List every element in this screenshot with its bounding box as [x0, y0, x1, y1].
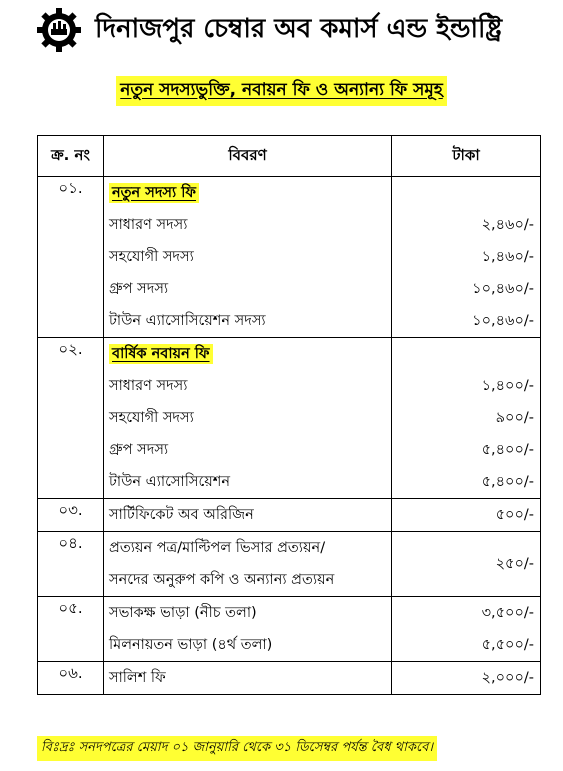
item-description: সভাকক্ষ ভাড়া (নীচ তলা) — [109, 605, 257, 621]
table-row — [38, 662, 541, 695]
item-description: টাউন এ্যাসোসিয়েশন সদস্য — [109, 313, 266, 329]
serial-number: ০৪. — [38, 532, 104, 597]
serial-number: ০১. — [38, 177, 104, 338]
item-description: সহযোগী সদস্য — [109, 249, 194, 265]
table-row — [38, 597, 541, 662]
item-amount: ৯০০/- — [495, 410, 534, 426]
item-description: সনদের অনুরুপ কপি ও অন্যান্য প্রত্যয়ন — [109, 572, 335, 588]
item-amount: ২৫০/- — [495, 556, 534, 572]
description-cell — [104, 532, 392, 597]
amount-cell — [392, 597, 541, 662]
item-amount: ২,০০০/- — [481, 670, 534, 686]
item-amount: ৫০০/- — [495, 507, 534, 523]
item-description: সহযোগী সদস্য — [109, 410, 194, 426]
serial-number: ০২. — [38, 338, 104, 499]
table-row — [38, 338, 541, 499]
table-row — [38, 532, 541, 597]
item-amount: ৫,৫০০/- — [481, 637, 534, 653]
item-amount: ২,৪৬০/- — [481, 217, 534, 233]
amount-cell — [392, 499, 541, 532]
item-amount: ১০,৪৬০/- — [472, 313, 534, 329]
description-cell — [104, 177, 392, 338]
serial-number: ০৬. — [38, 662, 104, 695]
item-amount: ১,৪০০/- — [481, 378, 534, 394]
item-amount: ১,৪৬০/- — [481, 249, 534, 265]
description-cell — [104, 499, 392, 532]
item-description: গ্রুপ সদস্য — [109, 442, 169, 458]
organization-name: দিনাজপুর চেম্বার অব কমার্স এন্ড ইন্ডাষ্ট্রি — [95, 14, 503, 44]
serial-number: ০৩. — [38, 499, 104, 532]
section-heading: বার্ষিক নবায়ন ফি — [109, 344, 213, 364]
fee-table — [37, 135, 541, 695]
item-description: গ্রুপ সদস্য — [109, 281, 169, 297]
header — [35, 6, 502, 54]
item-description: সাধারণ সদস্য — [109, 378, 188, 394]
description-cell — [104, 338, 392, 499]
item-amount: ৩,৫০০/- — [481, 605, 534, 621]
amount-cell — [392, 662, 541, 695]
item-amount: ৫,৪০০/- — [481, 474, 534, 490]
section-heading: নতুন সদস্য ফি — [109, 183, 199, 203]
item-description: সার্টিফিকেট অব অরিজিন — [109, 507, 254, 523]
amount-cell — [392, 532, 541, 597]
description-cell — [104, 662, 392, 695]
item-description: সালিশ ফি — [109, 670, 166, 686]
item-description: টাউন এ্যাসোসিয়েশন — [109, 474, 231, 490]
item-description: মিলনায়তন ভাড়া (৪র্থ তলা) — [109, 637, 273, 653]
amount-cell — [392, 177, 541, 338]
item-description: সাধারণ সদস্য — [109, 217, 188, 233]
table-header-row — [38, 136, 541, 177]
header-amount: টাকা — [392, 136, 541, 177]
item-description: প্রত্যয়ন পত্র/মাল্টিপল ভিসার প্রত্যয়ন/ — [109, 540, 326, 556]
cogwheel-emblem-icon — [35, 6, 83, 54]
header-description: বিবরণ — [104, 136, 392, 177]
table-row — [38, 177, 541, 338]
amount-cell — [392, 338, 541, 499]
item-amount: ১০,৪৬০/- — [472, 281, 534, 297]
header-serial: ক্র. নং — [38, 136, 104, 177]
description-cell — [104, 597, 392, 662]
serial-number: ০৫. — [38, 597, 104, 662]
footer-note: বিঃদ্রঃ সনদপত্রের মেয়াদ ০১ জানুয়ারি থেকে ৩১ ডিসেম্বর পর্যন্ত বৈধ থাকবে। — [37, 736, 437, 761]
item-amount: ৫,৪০০/- — [481, 442, 534, 458]
page-subtitle: নতুন সদস্যভুক্তি, নবায়ন ফি ও অন্যান্য ফি সমূহ — [116, 76, 447, 106]
table-row — [38, 499, 541, 532]
